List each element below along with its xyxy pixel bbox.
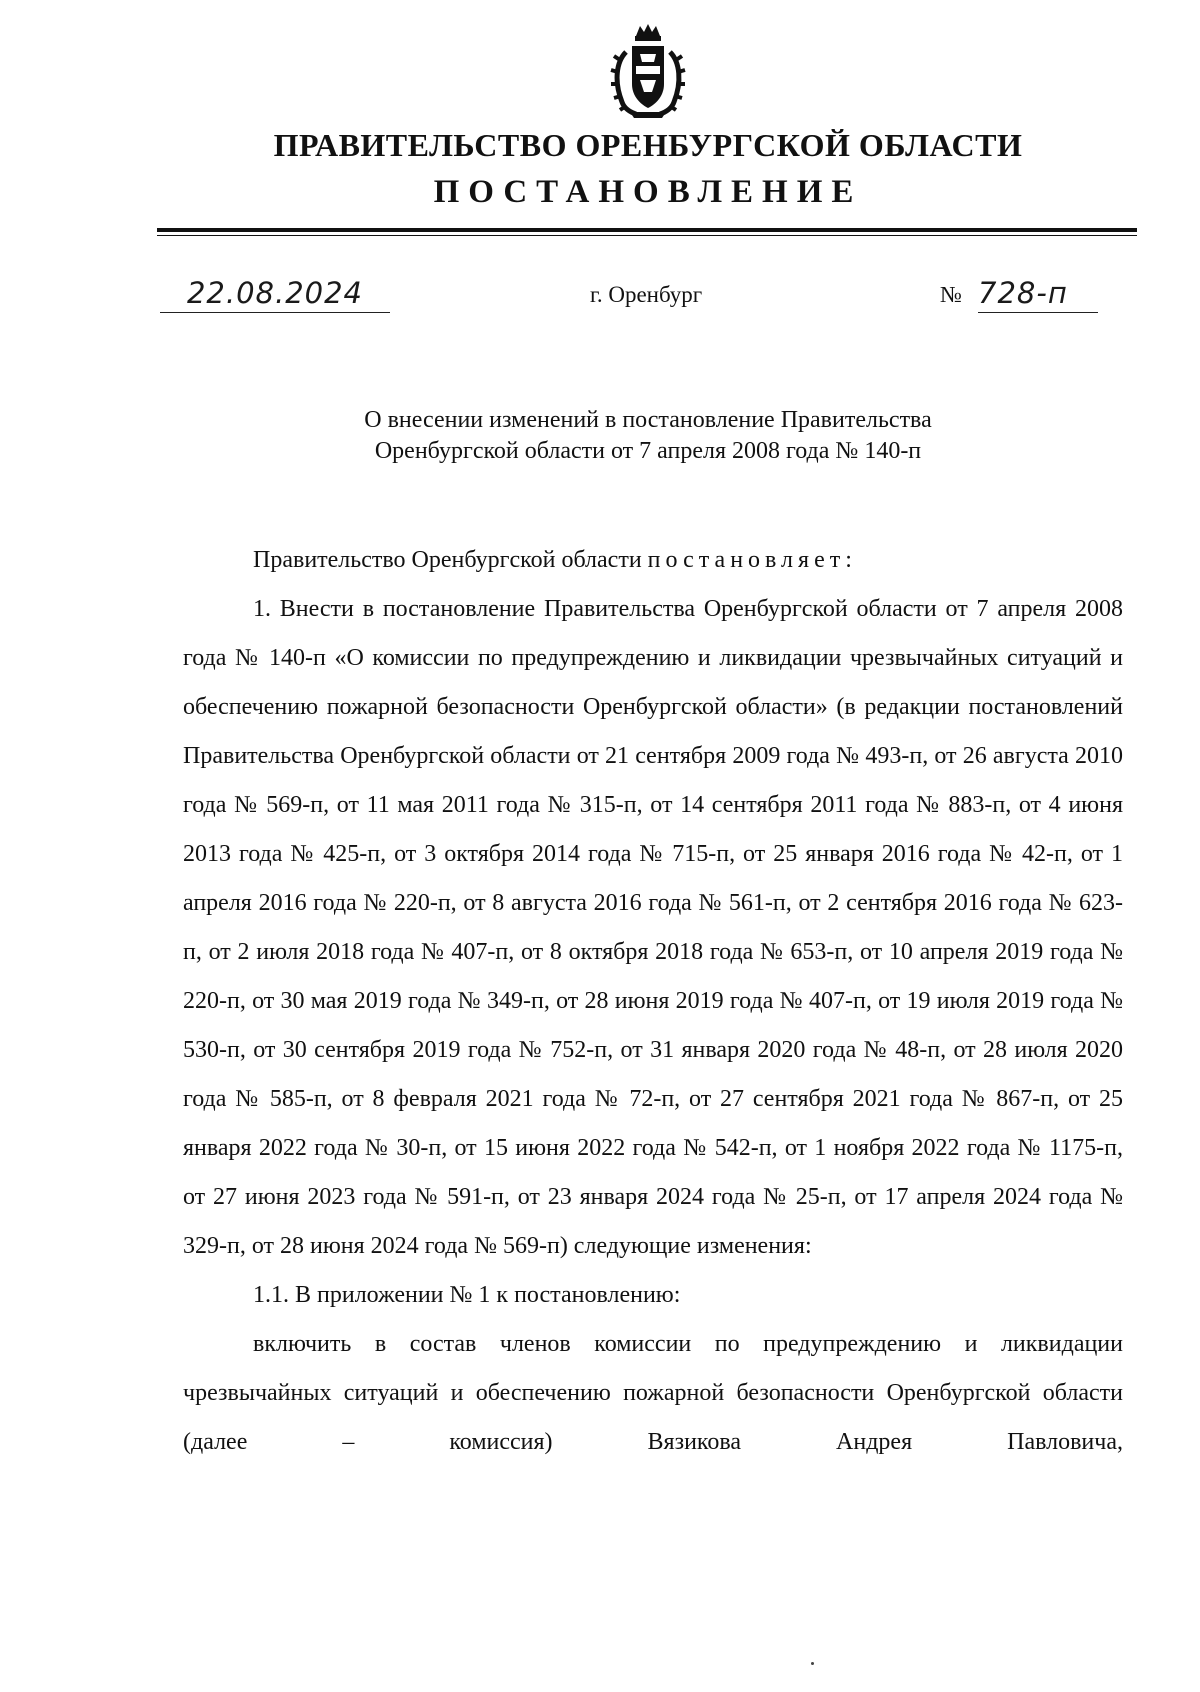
intro-paragraph (183, 536, 1123, 585)
document-date-field (160, 276, 390, 313)
paragraph-1-1: 1.1. В приложении № 1 к постановлению: (253, 1282, 681, 1308)
government-title: ПРАВИТЕЛЬСТВО ОРЕНБУРГСКОЙ ОБЛАСТИ (273, 127, 1023, 163)
document-number-field (978, 276, 1098, 313)
subject-line-1: О внесении изменений в постановление Правительства (364, 407, 932, 433)
paragraph-1: 1. Внести в постановление Правительства Оренбургской области от 7 апреля 2008 года № 140-п «О комиссии по предупреждению и ликвидации чрезвычайных ситуаций и обеспечению пожарной безопасности Оренбургской области» (в редакции постановлений Правительства Оренбургской области от 21 сентября 2009 года № 493-п, от 26 августа 2010 года № 569-п, от 11 мая 2011 года № 315-п, от 14 сентября 2011 года № 883-п, от 4 июня 2013 года № 425-п, от 3 октября 2014 года № 715-п, от 25 января 2016 года № 42-п, от 1 апреля 2016 года № 220-п, от 8 августа 2016 года № 561-п, от 2 сентября 2016 года № 623-п, от 2 июля 2018 года № 407-п, от 8 октября 2018 года № 653-п, от 10 апреля 2019 года № 220-п, от 30 мая 2019 года № 349-п, от 28 июня 2019 года № 407-п, от 19 июля 2019 года № 530-п, от 30 сентября 2019 года № 752-п, от 31 января 2020 года № 48-п, от 28 июля 2020 года № 585-п, от 8 февраля 2021 года № 72-п, от 27 сентября 2021 года № 867-п, от 25 января 2022 года № 30-п, от 15 июня 2022 года № 542-п, от 1 ноября 2022 года № 1175-п, от 27 июня 2023 года № 591-п, от 23 января 2024 года № 25-п, от 17 апреля 2024 года № 329-п, от 28 июня 2024 года № 569-п) следующие изменения: (183, 596, 1123, 1259)
document-number: 728-п (978, 276, 1068, 310)
document-body (183, 536, 1123, 1467)
number-sign: № (940, 282, 962, 307)
subject-line-2: Оренбургской области от 7 апреля 2008 года № 140-п (374, 438, 922, 464)
header-divider-thick (157, 228, 1137, 232)
intro-resolves: постановляет: (647, 547, 857, 573)
document-subject (0, 405, 1200, 467)
scan-speck (811, 1662, 814, 1665)
coat-of-arms-icon (610, 22, 686, 120)
document-city: г. Оренбург (590, 282, 703, 307)
document-type-title: ПОСТАНОВЛЕНИЕ (433, 174, 863, 210)
intro-prefix: Правительство Оренбургской области (253, 547, 642, 573)
header-divider-thin (157, 235, 1137, 236)
document-date: 22.08.2024 (186, 276, 364, 310)
paragraph-2: включить в состав членов комиссии по предупреждению и ликвидации чрезвычайных ситуаций и обеспечению пожарной безопасности Оренбургской области (далее – комиссия) Вязикова Андрея Павловича, (183, 1331, 1123, 1455)
